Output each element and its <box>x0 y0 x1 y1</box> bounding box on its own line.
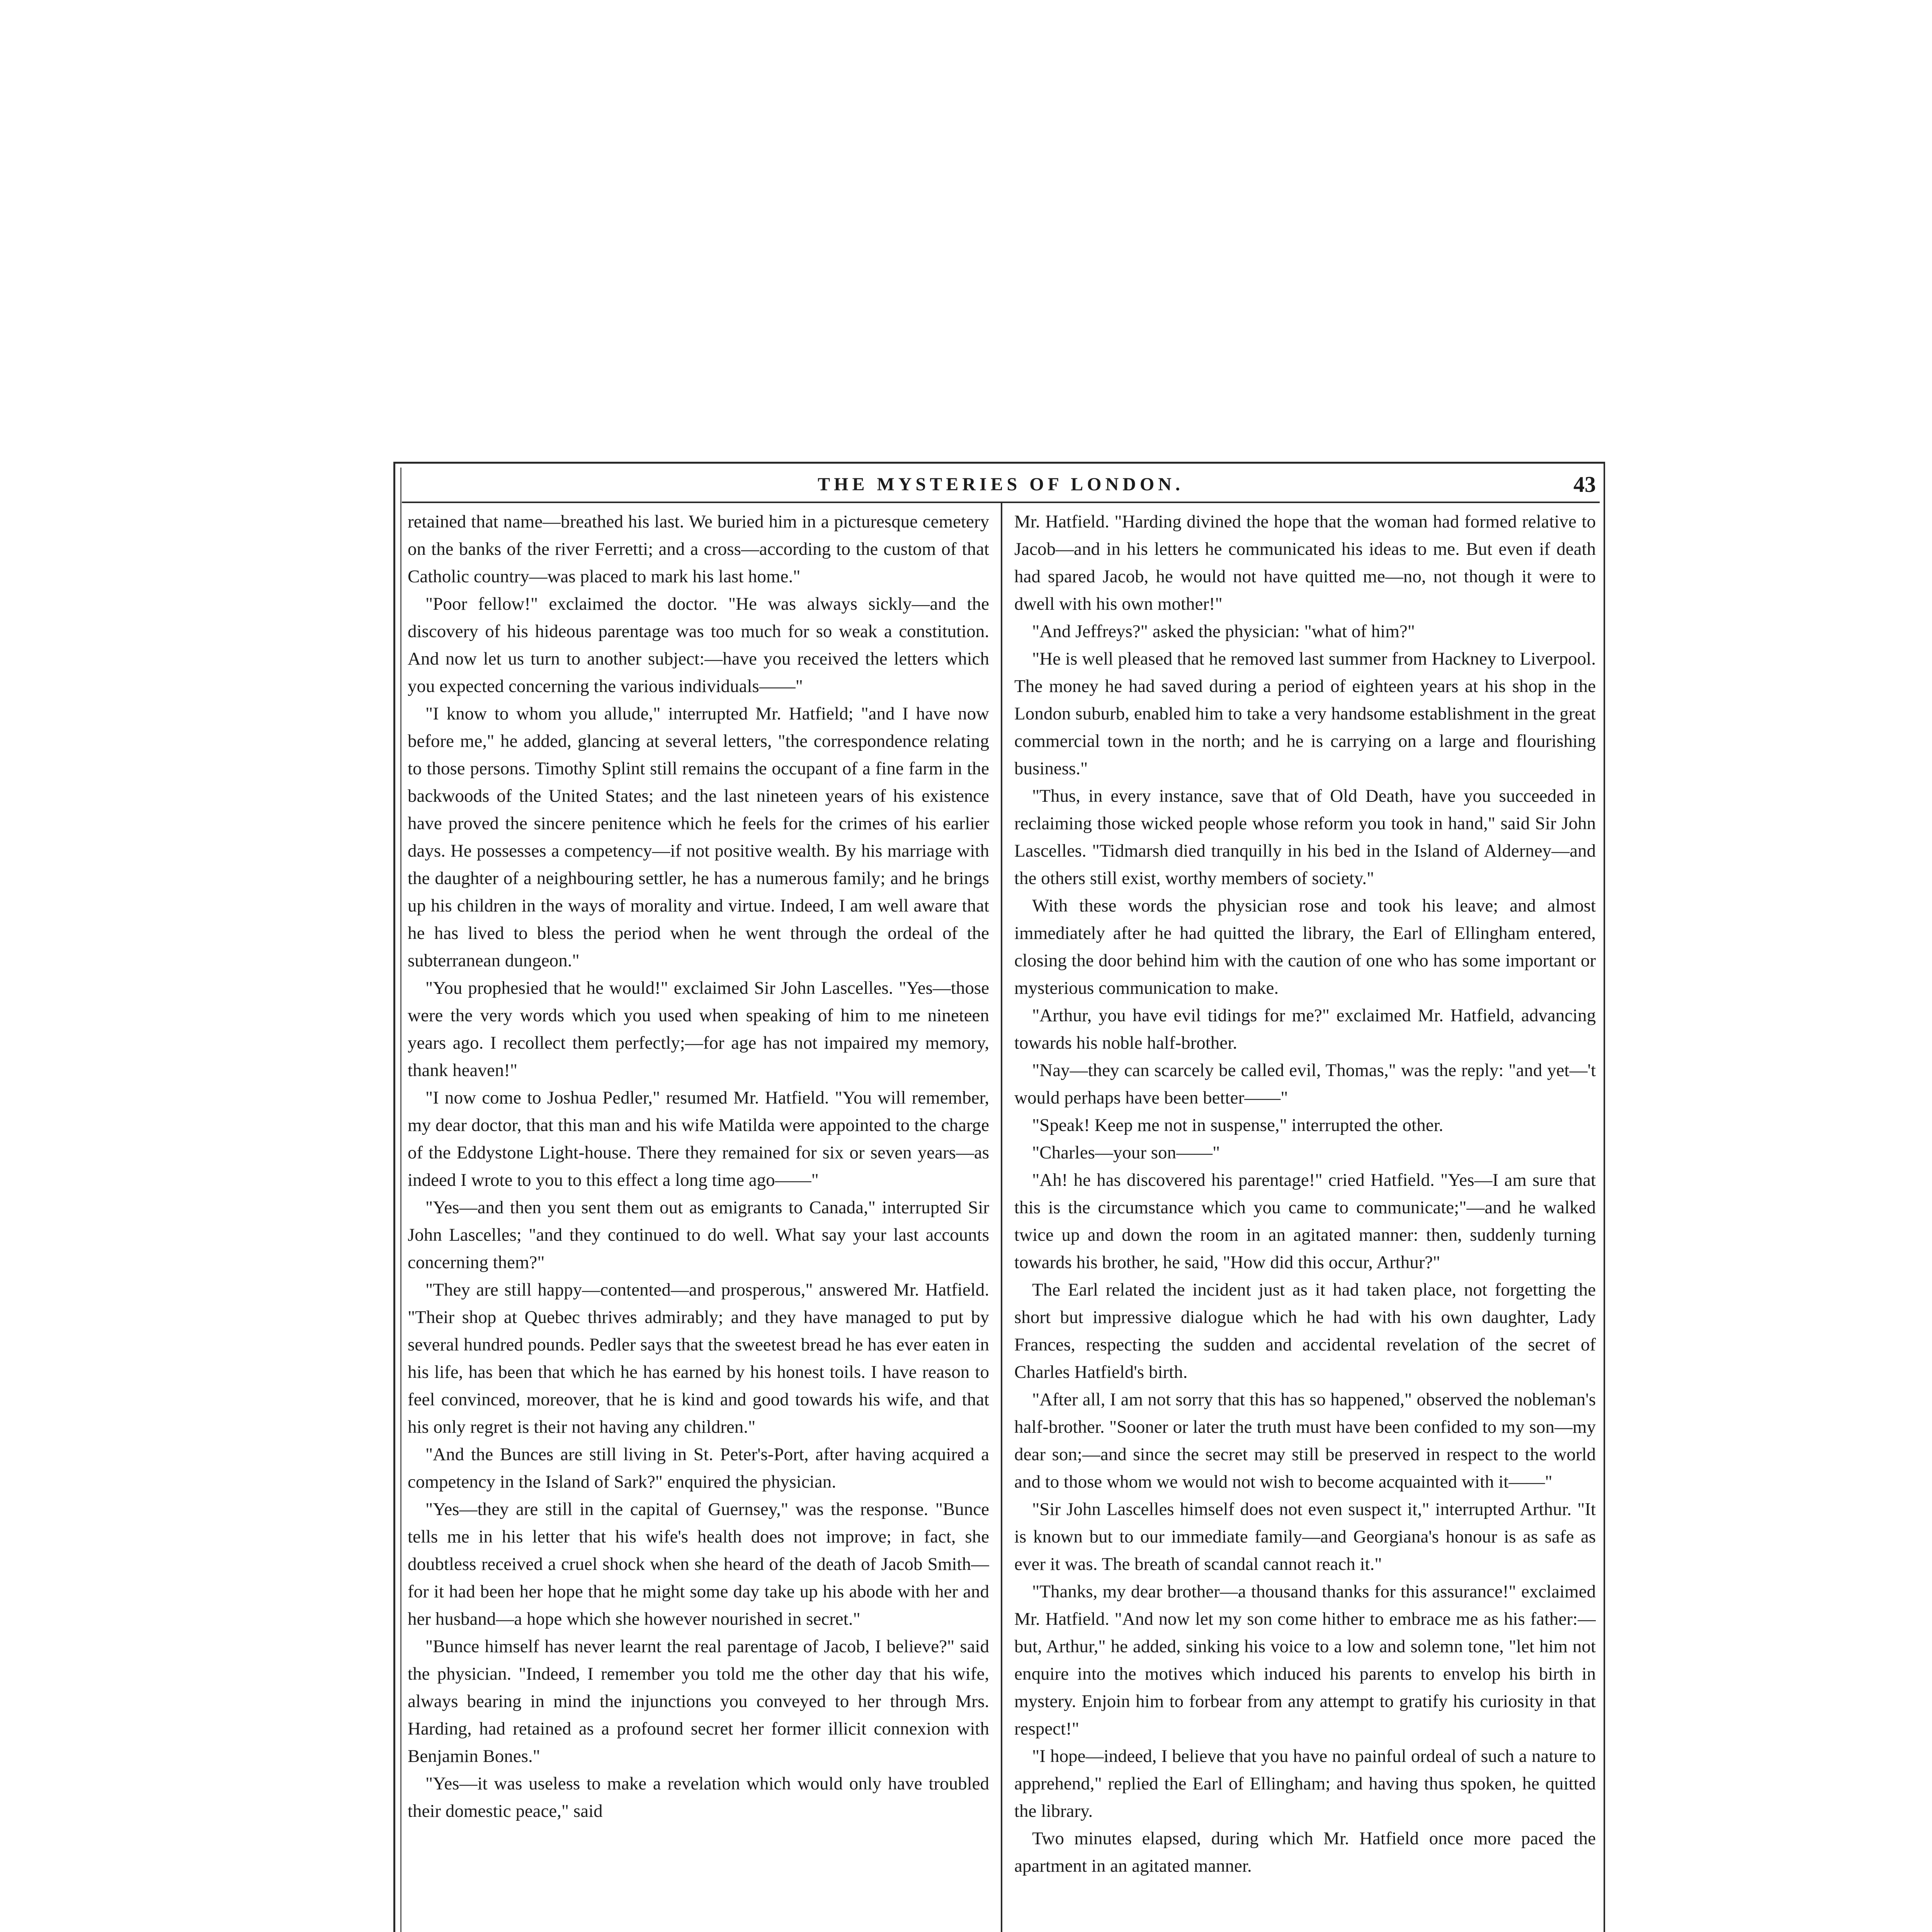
column-divider <box>1001 502 1002 1932</box>
paragraph: "Bunce himself has never learnt the real parentage of Jacob, I believe?" said the physician. "Indeed, I remember you told me the other day that his wife, always bearing in mind the injunctions you conveyed to her through Mrs. Harding, had retained as a profound secret her former illicit connexion with Benjamin Bones." <box>408 1636 989 1766</box>
page-frame-top <box>393 462 1605 464</box>
paragraph: "And the Bunces are still living in St. Peter's-Port, after having acquired a competency in the Island of Sark?" enquired the physician. <box>408 1444 989 1492</box>
paragraph: "Thus, in every instance, save that of Old Death, have you succeeded in reclaiming those wicked people whose reform you took in hand," said Sir John Lascelles. "Tidmarsh died tranquilly in his bed in the Island of Alderney—and the others still exist, worthy members of society." <box>1014 786 1596 888</box>
paragraph: "Poor fellow!" exclaimed the doctor. "He was always sickly—and the discovery of his hideous parentage was too much for so weak a constitution. And now let us turn to another subject:—have you received the letters which you expected concerning the various individuals——" <box>408 594 989 696</box>
paragraph: "Sir John Lascelles himself does not even suspect it," interrupted Arthur. "It is known but to our immediate family—and Georgiana's honour is as safe as ever it was. The breath of scandal cannot reach it." <box>1014 1499 1596 1574</box>
left-column <box>408 508 989 1932</box>
paragraph: "I now come to Joshua Pedler," resumed Mr. Hatfield. "You will remember, my dear doctor, that this man and his wife Matilda were appointed to the charge of the Eddystone Light-house. There they remained for six or seven years—as indeed I wrote to you to this effect a long time ago——" <box>408 1088 989 1190</box>
running-title: THE MYSTERIES OF LONDON. <box>818 474 1184 495</box>
paragraph: "Thanks, my dear brother—a thousand thanks for this assurance!" exclaimed Mr. Hatfield. "And now let my son come hither to embrace me as his father:—but, Arthur," he added, sinking his voice to a low and solemn tone, "let him not enquire into the motives which induced his parents to envelop his birth in mystery. Enjoin him to forbear from any attempt to gratify his curiosity in that respect!" <box>1014 1582 1596 1739</box>
paragraph: "Yes—and then you sent them out as emigrants to Canada," interrupted Sir John Lascelles; "and they continued to do well. What say your last accounts concerning them?" <box>408 1197 989 1272</box>
paragraph: Two minutes elapsed, during which Mr. Hatfield once more paced the apartment in an agitated manner. <box>1014 1828 1596 1876</box>
paragraph: "Yes—it was useless to make a revelation which would only have troubled their domestic peace," said <box>408 1774 989 1821</box>
page-frame-left-inner <box>400 468 401 1932</box>
paragraph: "I know to whom you allude," interrupted Mr. Hatfield; "and I have now before me," he added, glancing at several letters, "the correspondence relating to those persons. Timothy Splint still remains the occupant of a fine farm in the backwoods of the United States; and the last nineteen years of his existence have proved the sincere penitence which he feels for the crimes of his earlier days. He possesses a competency—if not positive wealth. By his marriage with the daughter of a neighbouring settler, he has a numerous family; and he brings up his children in the ways of morality and virtue. Indeed, I am well aware that he has lived to bless the period when he went through the ordeal of the subterranean dungeon." <box>408 704 989 971</box>
paragraph: With these words the physician rose and took his leave; and almost immediately after he had quitted the library, the Earl of Ellingham entered, closing the door behind him with the caution of one who has some important or mysterious communication to make. <box>1014 896 1596 998</box>
paragraph: "And Jeffreys?" asked the physician: "what of him?" <box>1032 621 1415 641</box>
paragraph: "Speak! Keep me not in suspense," interrupted the other. <box>1032 1115 1444 1135</box>
paragraph: "After all, I am not sorry that this has so happened," observed the nobleman's half-brother. "Sooner or later the truth must have been confided to my son—my dear son;—and since the secret may still be preserved in respect to the world and to those whom we would not wish to become acquainted with it——" <box>1014 1389 1596 1492</box>
paragraph: "Nay—they can scarcely be called evil, Thomas," was the reply: "and yet—'t would perhaps have been better——" <box>1014 1060 1596 1108</box>
paragraph: Mr. Hatfield. "Harding divined the hope that the woman had formed relative to Jacob—and in his letters he communicated his ideas to me. But even if death had spared Jacob, he would not have quitted me—no, not though it were to dwell with his own mother!" <box>1014 512 1596 614</box>
page-header <box>402 471 1600 503</box>
paragraph: "I hope—indeed, I believe that you have no painful ordeal of such a nature to apprehend," replied the Earl of Ellingham; and having thus spoken, he quitted the library. <box>1014 1746 1596 1821</box>
paragraph: "They are still happy—contented—and prosperous," answered Mr. Hatfield. "Their shop at Quebec thrives admirably; and they have managed to put by several hundred pounds. Pedler says that the sweetest bread he has ever eaten in his life, has been that which he has earned by his honest toils. I have reason to feel convinced, moreover, that he is kind and good towards his wife, and that his only regret is their not having any children." <box>408 1280 989 1437</box>
page-frame-left <box>393 462 395 1932</box>
paragraph: "Charles—your son——" <box>1032 1143 1220 1163</box>
paragraph: "Ah! he has discovered his parentage!" cried Hatfield. "Yes—I am sure that this is the circumstance which you came to communicate;"—and he walked twice up and down the room in an agitated manner: then, suddenly turning towards his brother, he said, "How did this occur, Arthur?" <box>1014 1170 1596 1272</box>
right-column <box>1014 508 1596 1932</box>
paragraph: The Earl related the incident just as it had taken place, not forgetting the short but impressive dialogue which he had with his own daughter, Lady Frances, respecting the sudden and accidental revelation of the secret of Charles Hatfield's birth. <box>1014 1280 1596 1382</box>
paragraph: "Yes—they are still in the capital of Guernsey," was the response. "Bunce tells me in his letter that his wife's health does not improve; in fact, she doubtless received a cruel shock when she heard of the death of Jacob Smith—for it had been her hope that he might some day take up his abode with her and her husband—a hope which she however nourished in secret." <box>408 1499 989 1629</box>
page-number: 43 <box>1573 472 1596 497</box>
page-frame-right <box>1604 462 1605 1932</box>
paragraph: retained that name—breathed his last. We buried him in a picturesque cemetery on the banks of the river Ferretti; and a cross—according to the custom of that Catholic country—was placed to mark his last home." <box>408 512 989 587</box>
paragraph: "You prophesied that he would!" exclaimed Sir John Lascelles. "Yes—those were the very words which you used when speaking of him to me nineteen years ago. I recollect them perfectly;—for age has not impaired my memory, thank heaven!" <box>408 978 989 1080</box>
paragraph: "He is well pleased that he removed last summer from Hackney to Liverpool. The money he had saved during a period of eighteen years at his shop in the London suburb, enabled him to take a very handsome establishment in the great commercial town in the north; and he is carrying on a large and flourishing business." <box>1014 649 1596 779</box>
paragraph: "Arthur, you have evil tidings for me?" exclaimed Mr. Hatfield, advancing towards his noble half-brother. <box>1014 1005 1596 1053</box>
